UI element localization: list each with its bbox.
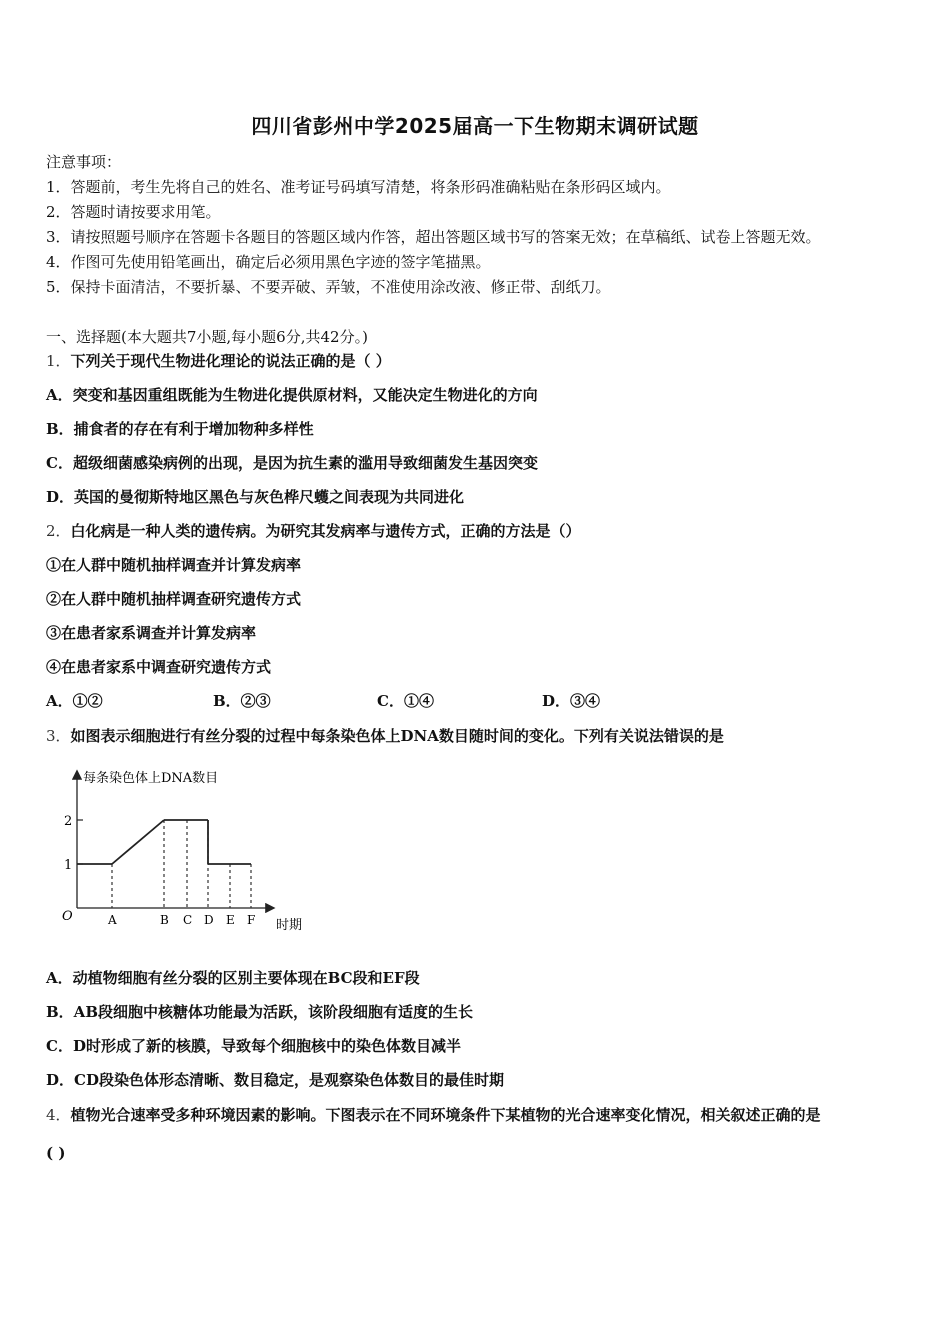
notice-item: 4．作图可先使用铅笔画出，确定后必须用黑色字迹的签字笔描黑。	[46, 253, 491, 271]
y-tick-label: 2	[64, 814, 73, 829]
q1-option-a: A．突变和基因重组既能为生物进化提供原材料，又能决定生物进化的方向	[46, 386, 538, 404]
x-tick-label: C	[183, 913, 193, 927]
y-axis-label: 每条染色体上DNA数目	[83, 771, 219, 786]
question-2-stem	[46, 521, 581, 541]
x-tick-label: F	[247, 913, 256, 927]
y-tick-label: 1	[64, 858, 73, 873]
q3-option-d: D．CD段染色体形态清晰、数目稳定，是观察染色体数目的最佳时期	[46, 1071, 504, 1089]
section-heading: 一、选择题(本大题共7小题,每小题6分,共42分。)	[46, 328, 368, 346]
question-number: 1．	[46, 352, 71, 370]
data-segment	[112, 820, 164, 864]
question-text: 白化病是一种人类的遗传病。为研究其发病率与遗传方式，正确的方法是（）	[70, 522, 581, 540]
q2-option-c: C．①④	[377, 692, 434, 710]
question-number: 3．	[46, 727, 71, 745]
x-axis-label: 时期	[276, 918, 303, 933]
page-title: 四川省彭州中学2025届高一下生物期末调研试题	[251, 114, 699, 138]
x-tick-label: B	[160, 913, 169, 927]
notice-item: 3．请按照题号顺序在答题卡各题目的答题区域内作答，超出答题区域书写的答案无效；在草稿纸、试卷上答题无效。	[46, 228, 821, 246]
notice-heading: 注意事项：	[46, 153, 122, 171]
question-text: 下列关于现代生物进化理论的说法正确的是（ ）	[70, 352, 391, 370]
x-tick-label: D	[204, 913, 214, 927]
q2-statement-4: ④在患者家系中调查研究遗传方式	[46, 658, 272, 676]
question-text: 如图表示细胞进行有丝分裂的过程中每条染色体上DNA数目随时间的变化。下列有关说法错误的是	[70, 727, 724, 745]
x-tick-label: E	[226, 913, 235, 927]
question-4-stem	[46, 1105, 821, 1125]
q4-answer-paren: ( )	[46, 1144, 66, 1162]
dna-per-chromosome-chart	[56, 762, 316, 942]
notice-item: 1．答题前，考生先将自己的姓名、准考证号码填写清楚，将条形码准确粘贴在条形码区域内。	[46, 178, 671, 196]
question-3-stem	[46, 726, 724, 746]
question-number: 4．	[46, 1106, 71, 1124]
origin-label: O	[62, 909, 73, 924]
q2-option-a: A．①②	[46, 692, 103, 710]
q3-option-a: A．动植物细胞有丝分裂的区别主要体现在BC段和EF段	[46, 969, 420, 987]
q2-statement-1: ①在人群中随机抽样调查并计算发病率	[46, 556, 302, 574]
q3-option-b: B．AB段细胞中核糖体功能最为活跃，该阶段细胞有适度的生长	[46, 1003, 473, 1021]
q2-option-b: B．②③	[213, 692, 271, 710]
q2-option-d: D．③④	[542, 692, 601, 710]
q2-options	[46, 691, 646, 711]
notice-item: 5．保持卡面清洁，不要折暴、不要弄破、弄皱，不准使用涂改液、修正带、刮纸刀。	[46, 278, 611, 296]
q1-option-b: B．捕食者的存在有利于增加物种多样性	[46, 420, 314, 438]
question-1-stem	[46, 351, 391, 371]
q2-statement-2: ②在人群中随机抽样调查研究遗传方式	[46, 590, 302, 608]
x-tick-label: A	[108, 913, 117, 927]
q1-option-c: C．超级细菌感染病例的出现，是因为抗生素的滥用导致细菌发生基因突变	[46, 454, 538, 472]
q3-option-c: C．D时形成了新的核膜，导致每个细胞核中的染色体数目减半	[46, 1037, 461, 1055]
question-number: 2．	[46, 522, 71, 540]
notice-item: 2．答题时请按要求用笔。	[46, 203, 221, 221]
question-text: 植物光合速率受多种环境因素的影响。下图表示在不同环境条件下某植物的光合速率变化情况，相关叙述正确的是	[70, 1106, 821, 1124]
q2-statement-3: ③在患者家系调查并计算发病率	[46, 624, 257, 642]
q1-option-d: D．英国的曼彻斯特地区黑色与灰色桦尺蠖之间表现为共同进化	[46, 488, 465, 506]
